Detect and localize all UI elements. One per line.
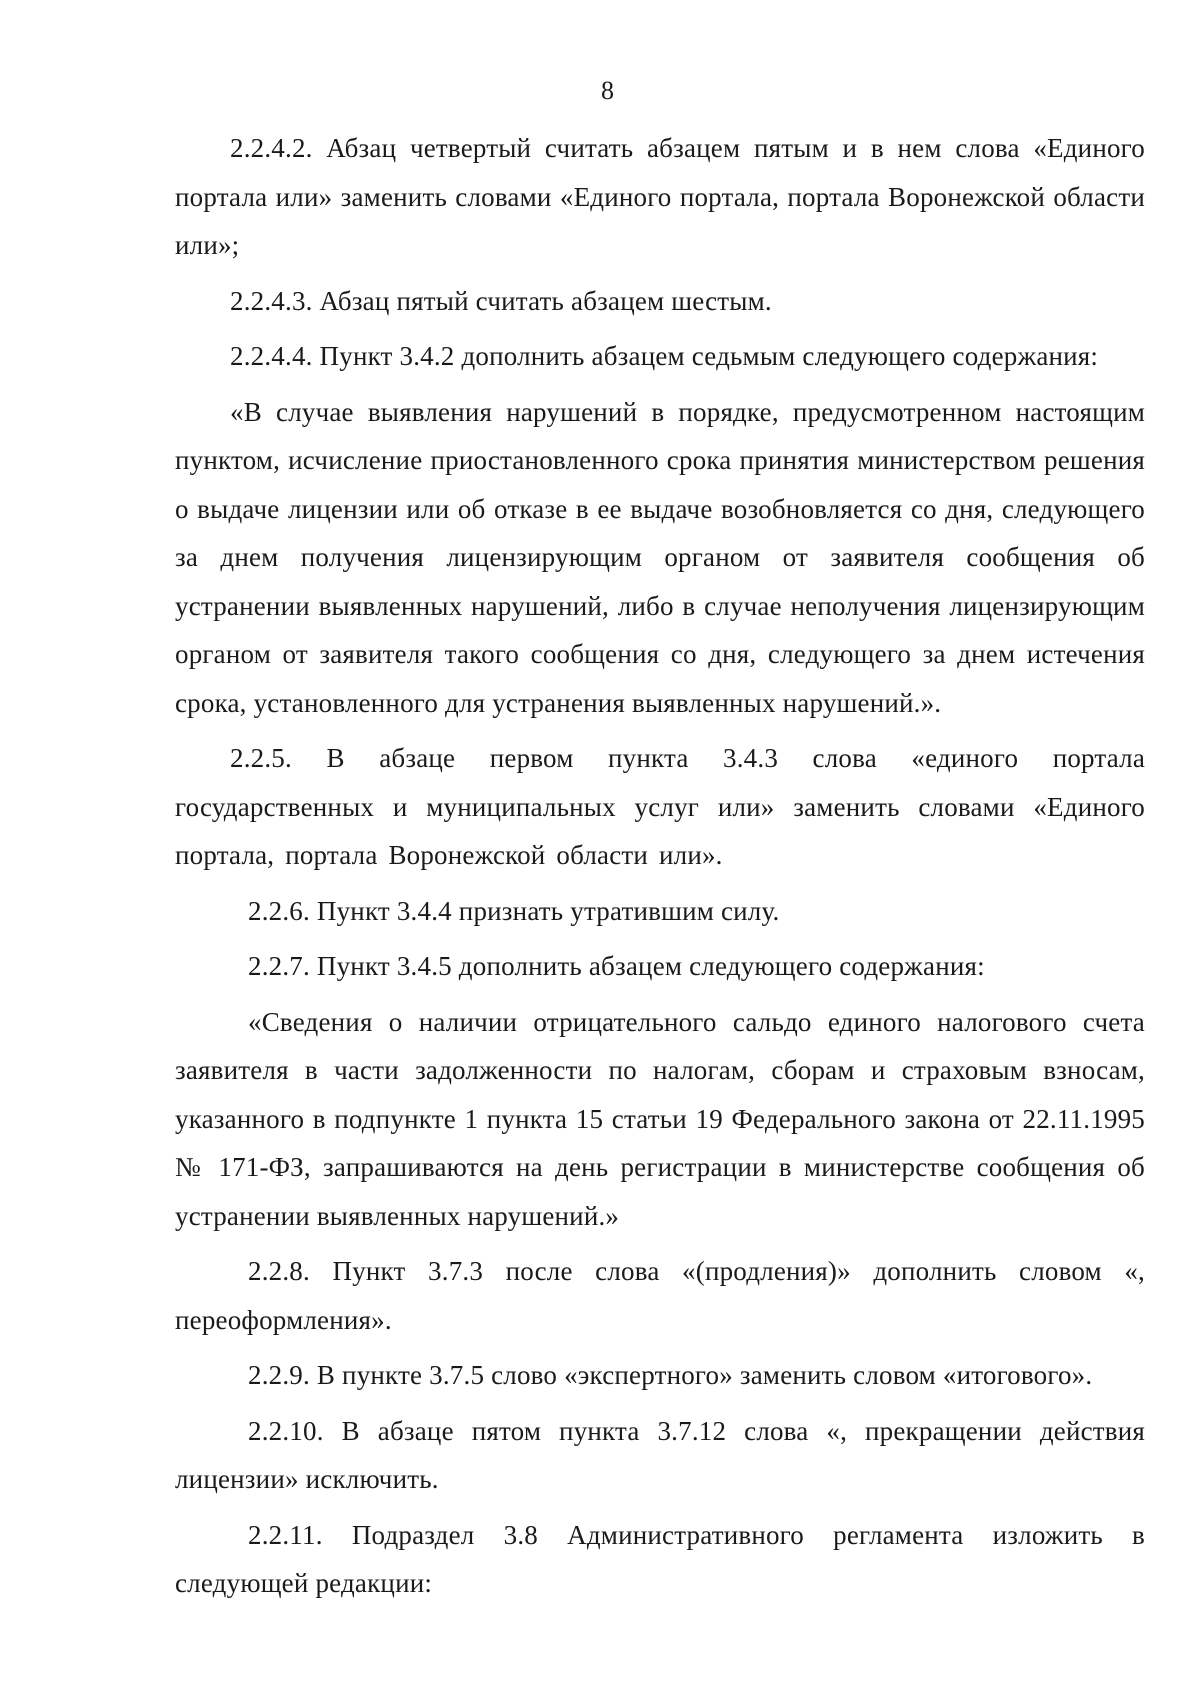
document-body bbox=[175, 124, 1145, 1615]
paragraph-2-2-9: 2.2.9. В пункте 3.7.5 слово «экспертного» заменить словом «итогового». bbox=[248, 1360, 1093, 1390]
paragraph-2-2-4-3: 2.2.4.3. Абзац пятый считать абзацем шестым. bbox=[230, 285, 772, 316]
paragraph-2-2-7: 2.2.7. Пункт 3.4.5 дополнить абзацем следующего содержания: bbox=[248, 951, 985, 981]
quoted-paragraph-tax-balance: «Сведения о наличии отрицательного сальдо единого налогового счета заявителя в части задолженности по налогам, сборам и страховым взносам, указанного в подпункте 1 пункта 15 статьи 19 Федерального закона от 22.11.1995 № 171-ФЗ, запрашиваются на день регистрации в министерстве сообщения об устранении выявленных нарушений.» bbox=[175, 1006, 1145, 1231]
paragraph-2-2-11: 2.2.11. Подраздел 3.8 Административного регламента изложить в следующей редакции: bbox=[175, 1519, 1145, 1598]
paragraph-2-2-6: 2.2.6. Пункт 3.4.4 признать утратившим силу. bbox=[248, 895, 780, 926]
paragraph-2-2-4-4: 2.2.4.4. Пункт 3.4.2 дополнить абзацем седьмым следующего содержания: bbox=[230, 341, 1099, 371]
paragraph-2-2-5: 2.2.5. В абзаце первом пункта 3.4.3 слова «единого портала государственных и муниципальных услуг или» заменить словами «Единого портала, портала Воронежской области или». bbox=[175, 743, 1145, 870]
paragraph-2-2-10: 2.2.10. В абзаце пятом пункта 3.7.12 слова «, прекращении действия лицензии» исключить. bbox=[175, 1415, 1145, 1494]
page-number: 8 bbox=[601, 76, 614, 105]
quoted-paragraph-violations: «В случае выявления нарушений в порядке, предусмотренном настоящим пунктом, исчисление приостановленного срока принятия министерством решения о выдаче лицензии или об отказе в ее выдаче возобновляется со дня, следующего за днем получения лицензирующим органом от заявителя сообщения об устранении выявленных нарушений, либо в случае неполучения лицензирующим органом от заявителя такого сообщения со дня, следующего за днем истечения срока, установленного для устранения выявленных нарушений.». bbox=[175, 396, 1145, 718]
paragraph-2-2-8: 2.2.8. Пункт 3.7.3 после слова «(продления)» дополнить словом «, переоформления». bbox=[175, 1256, 1145, 1335]
paragraph-2-2-4-2: 2.2.4.2. Абзац четвертый считать абзацем пятым и в нем слова «Единого портала или» заменить словами «Единого портала, портала Воронежской области или»; bbox=[175, 133, 1145, 260]
